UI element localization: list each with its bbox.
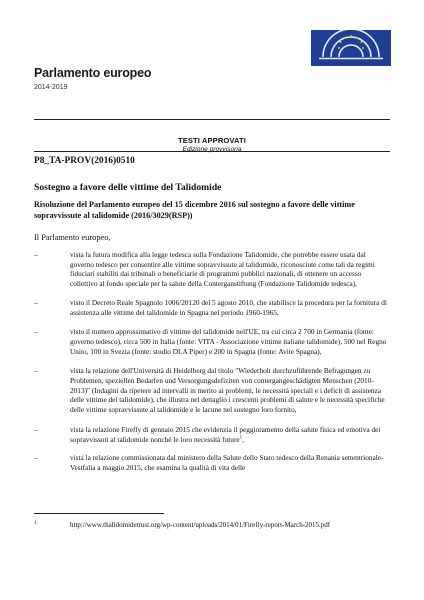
header-divider-top <box>34 119 390 120</box>
citation-text: vista la relazione dell'Università di Heidelberg dal titolo "Wiederholt durchzuführende Befragungen zu Problemen, speziellen Bedarfen und Versorgungsdefiziten von contergangeschädigten Menschen (2010-2013)" (Indagini da ripetere ad intervalli in merito ai problemi, le necessità speciali e i deficit di assistenza delle vittime del talidomide), che illustra nel dettaglio i crescenti problemi di salute e le necessità specifiche delle vittime sopravvissute al talidomide e le lacune nel sostegno loro fornito, <box>70 366 385 415</box>
provisional-edition-label: Edizione provvisoria <box>182 146 242 153</box>
header-divider-bottom <box>34 151 390 152</box>
citation-text: vista la relazione commissionata dal ministero della Salute dello Stato tedesco della Renania settentrionale-Vestfalia a maggio 2015, che esamina la qualità di vita delle <box>70 453 384 472</box>
citation-text: visto il numero approssimativo di vittime del talidomide nell'UE, tra cui circa 2 700 in Germania (fonte: governo tedesco), circa 500 in Italia (fonte: VITA - Associazione vittime italiane talidomide), 500 nel Regno Unito, 100 in Svezia (fonte: studio DLA Piper) e 200 in Spagna (fonte: Avite Spagna), <box>70 327 387 356</box>
footnote-divider <box>34 513 164 514</box>
european-parliament-logo-icon <box>311 30 391 66</box>
citation-item <box>34 298 390 317</box>
citation-text: vista la relazione Firefly di gennaio 2015 che evidenzia il peggioramento della salute fisica ed emotiva dei sopravvissuti al talidomide nonché le loro necessità future$^1$, <box>70 424 381 444</box>
citation-dash: – <box>34 424 38 434</box>
footnote-number: 1 <box>34 521 37 526</box>
citation-text: visto il Decreto Reale Spagnolo 1006/20120 del 5 agosto 2010, che stabilisce la procedura per la fornitura di assistenza alle vittime del talidomide in Spagna nel periodo 1960-1965, <box>70 297 387 317</box>
citations-list <box>34 250 390 473</box>
footnote-link[interactable]: http://www.thalidomidetrust.org/wp-content/uploads/2014/01/Firefly-report-March-2015.pdf <box>70 521 331 529</box>
citation-item <box>34 327 390 356</box>
citation-item <box>34 453 390 472</box>
citation-dash: – <box>34 366 38 376</box>
citation-item <box>34 366 390 415</box>
footnote-reference[interactable]: 1 <box>239 435 243 441</box>
legislative-term: 2014-2019 <box>34 84 68 91</box>
preamble: Il Parlamento europeo, <box>34 233 111 242</box>
document-header <box>34 30 390 110</box>
adopted-texts-title: TESTI APPROVATI <box>177 136 247 145</box>
citation-dash: – <box>34 453 38 463</box>
citation-item <box>34 250 390 289</box>
organisation-title: Parlamento europeo <box>34 66 152 80</box>
citation-dash: – <box>34 327 38 337</box>
citation-dash: – <box>34 297 38 307</box>
document-reference: P8_TA-PROV(2016)0510 <box>34 156 135 166</box>
document-subject: Sostegno a favore delle vittime del Talidomide <box>34 182 222 193</box>
citation-text: vista la futura modifica alla legge tedesca sulla Fondazione Talidomide, che potrebbe essere usata dal governo tedesco per consentire alle vittime sopravvissute al talidomide, riconosciute come tali da regimi fiduciari stabiliti dai tribunali o beneficiarie di programmi pubblici nazionali, di ottenere un accesso collettivo al fondo speciale per la salute della Conterganstiftung (Fondazione Talidomide tedesca), <box>70 250 375 289</box>
citation-dash: – <box>34 250 38 259</box>
citation-item <box>34 425 390 444</box>
resolution-title: Risoluzione del Parlamento europeo del 15 dicembre 2016 sul sostegno a favore delle vittime sopravvissute al talidomide (2016/3029(RSP)) <box>34 200 355 220</box>
footnote <box>34 521 390 531</box>
